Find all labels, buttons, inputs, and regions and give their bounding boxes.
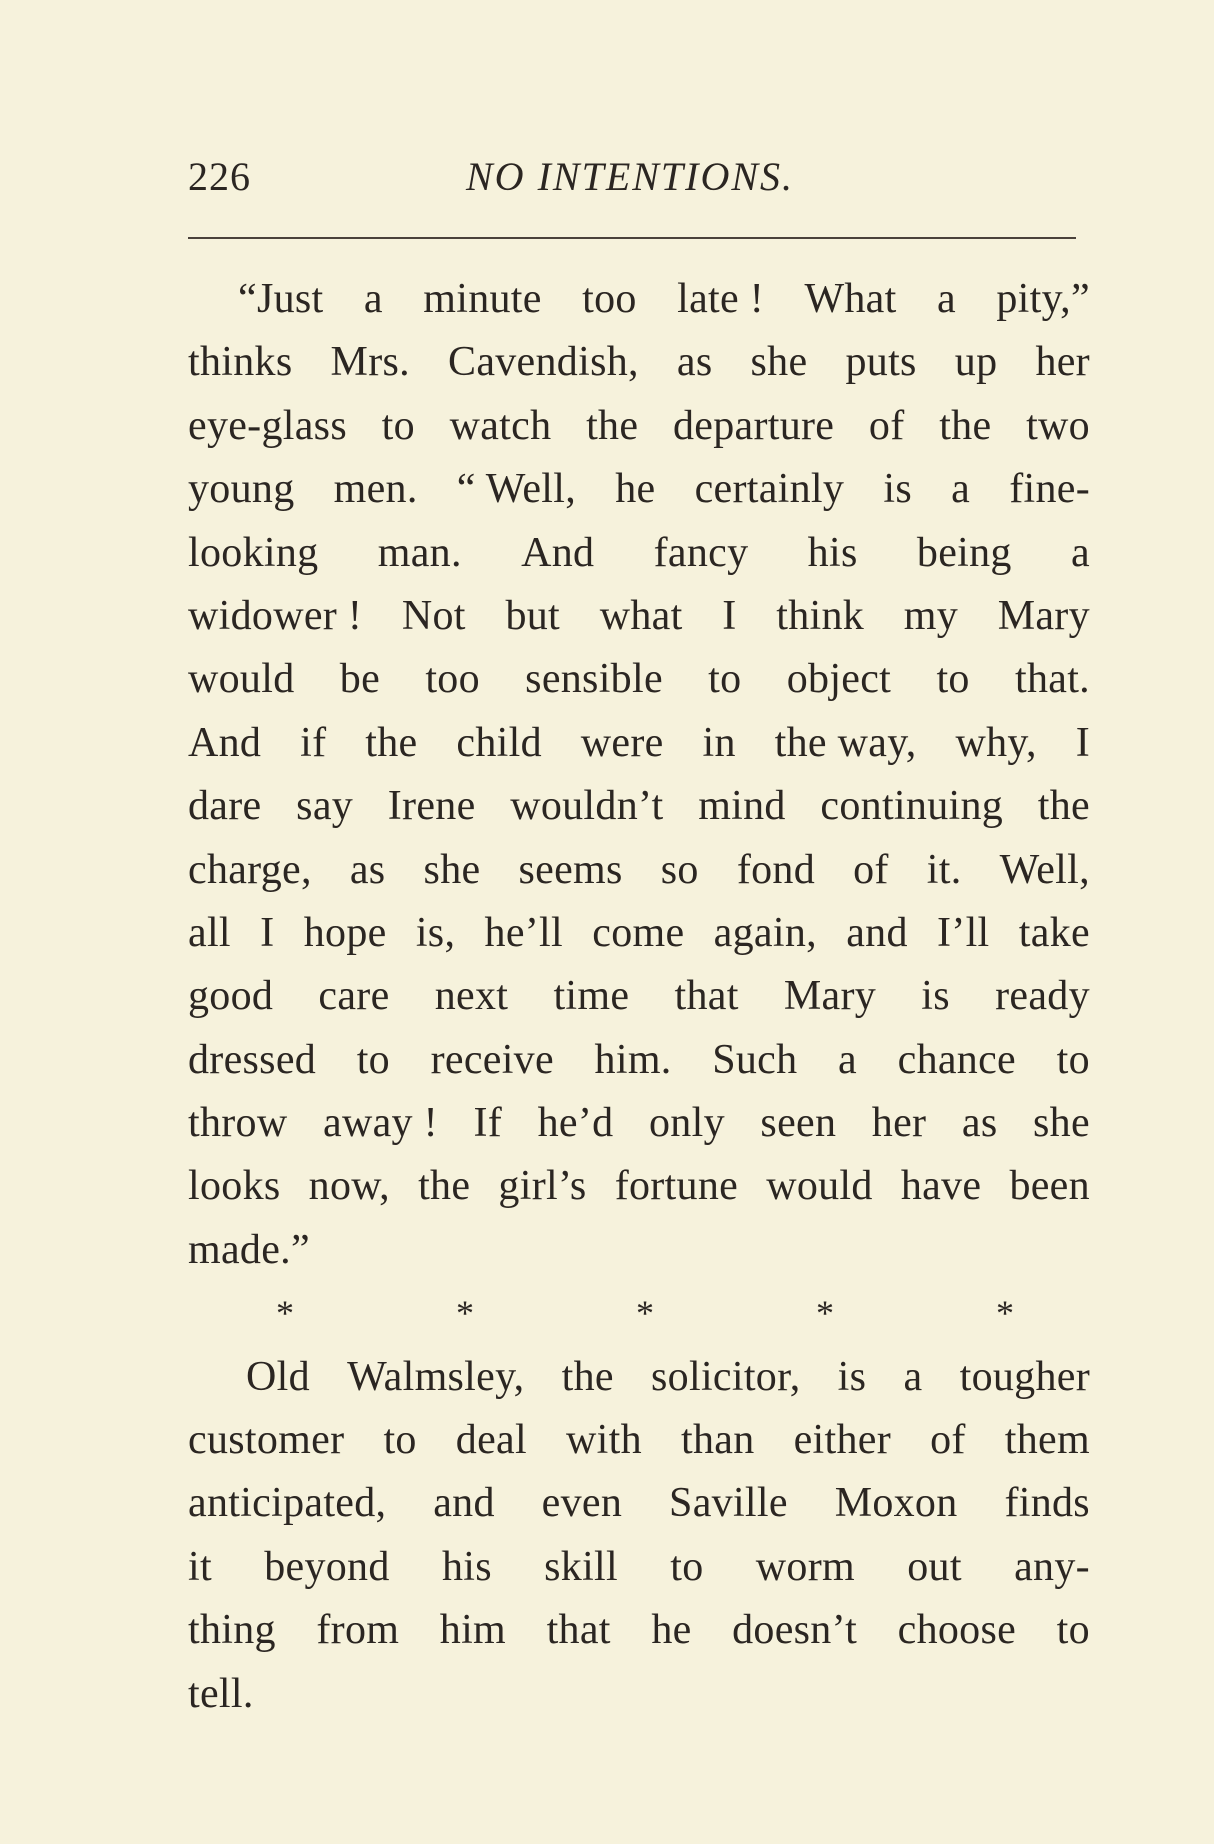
running-head: NO INTENTIONS.	[466, 154, 795, 199]
asterisk: *	[996, 1293, 1014, 1334]
body-text	[188, 268, 1090, 1726]
text-line: widower ! Not but what I think my Mary	[188, 592, 1090, 639]
text-line: eye-glass to watch the departure of the two	[188, 402, 1090, 449]
asterisk: *	[456, 1293, 474, 1334]
asterisk: *	[816, 1293, 834, 1334]
header-rule	[188, 237, 1076, 239]
paragraph-1	[188, 268, 1090, 1282]
text-line: made.”	[188, 1226, 310, 1273]
text-line: looking man. And fancy his being a	[188, 529, 1090, 576]
text-line: Old Walmsley, the solicitor, is a tougher	[246, 1353, 1090, 1400]
text-line: good care next time that Mary is ready	[188, 973, 1090, 1020]
text-line: dressed to receive him. Such a chance to	[188, 1036, 1090, 1083]
text-line: looks now, the girl’s fortune would have been	[188, 1163, 1090, 1210]
text-line: thing from him that he doesn’t choose to	[188, 1607, 1090, 1654]
text-line: “Just a minute too late ! What a pity,”	[238, 276, 1090, 322]
asterisk: *	[636, 1293, 654, 1334]
text-line: thinks Mrs. Cavendish, as she puts up her	[188, 339, 1090, 386]
text-line: customer to deal with than either of them	[188, 1417, 1090, 1464]
asterisk: *	[276, 1293, 294, 1334]
page-number: 226	[188, 154, 251, 199]
page-header	[188, 153, 1078, 213]
text-line: dare say Irene wouldn’t mind continuing the	[188, 783, 1090, 830]
text-line: it beyond his skill to worm out any-	[188, 1543, 1090, 1590]
text-line: throw away ! If he’d only seen her as she	[188, 1100, 1090, 1147]
text-line: would be too sensible to object to that.	[188, 656, 1090, 703]
text-line: anticipated, and even Saville Moxon finds	[188, 1480, 1090, 1527]
text-line: And if the child were in the way, why, I	[188, 719, 1090, 766]
text-line: young men. “ Well, he certainly is a fine-	[188, 466, 1090, 513]
text-line: all I hope is, he’ll come again, and I’ll take	[188, 909, 1090, 956]
paragraph-2	[188, 1346, 1090, 1726]
section-separator	[188, 1282, 1090, 1345]
text-line: charge, as she seems so fond of it. Well,	[188, 846, 1090, 893]
text-line: tell.	[188, 1670, 254, 1717]
